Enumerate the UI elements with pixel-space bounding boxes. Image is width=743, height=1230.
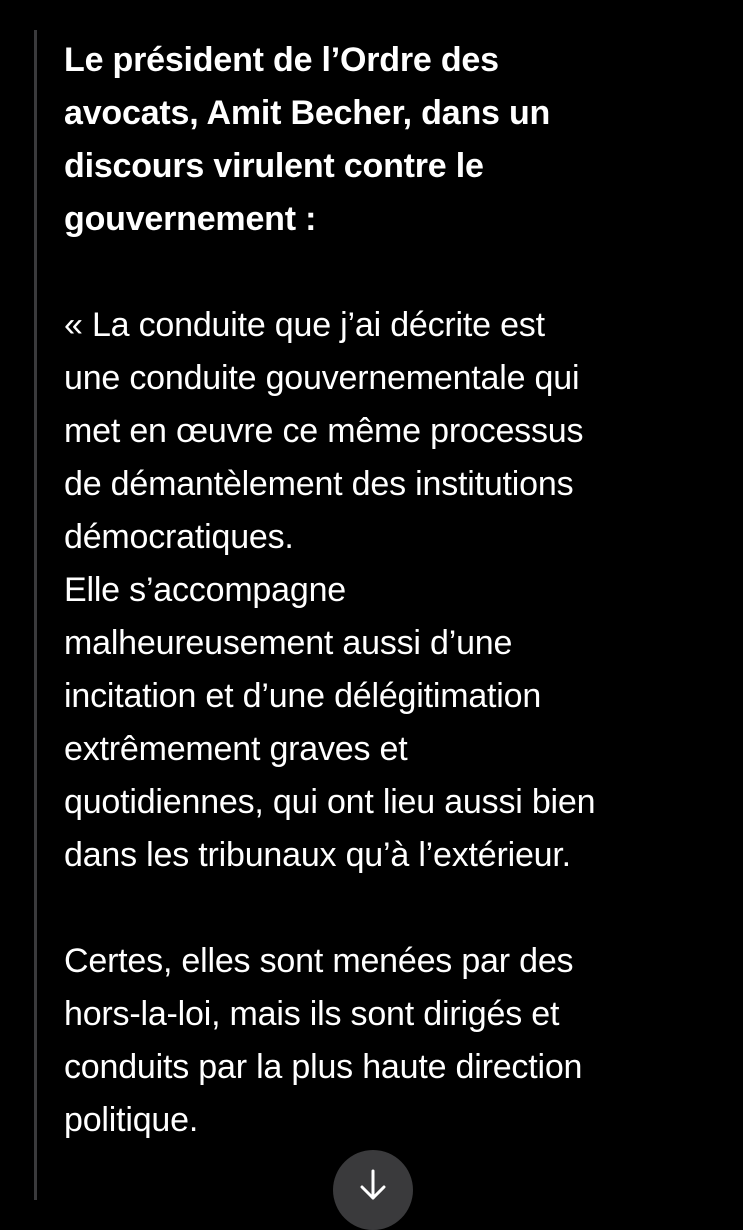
text-line: extrêmement graves et <box>64 730 408 768</box>
quote-paragraph-2 <box>64 935 724 1147</box>
text-line: dans les tribunaux qu’à l’extérieur. <box>64 836 571 874</box>
text-line: de démantèlement des institutions <box>64 465 574 503</box>
heading-line: avocats, Amit Becher, dans un <box>64 94 551 132</box>
heading-line: gouvernement : <box>64 200 317 238</box>
text-line: politique. <box>64 1101 199 1139</box>
text-line: démocratiques. <box>64 518 294 556</box>
text-line: Elle s’accompagne <box>64 571 346 609</box>
text-line: hors-la-loi, mais ils sont dirigés et <box>64 995 560 1033</box>
text-line: une conduite gouvernementale qui <box>64 359 580 397</box>
text-line: quotidiennes, qui ont lieu aussi bien <box>64 783 596 821</box>
post-heading <box>64 34 724 246</box>
post-body <box>64 34 724 1147</box>
text-line: incitation et d’une délégitimation <box>64 677 542 715</box>
text-line: met en œuvre ce même processus <box>64 412 584 450</box>
heading-line: Le président de l’Ordre des <box>64 41 499 79</box>
text-line: Certes, elles sont menées par des <box>64 942 574 980</box>
scroll-down-button[interactable] <box>333 1150 413 1230</box>
thread-line <box>34 30 37 1200</box>
arrow-down-icon <box>356 1168 390 1230</box>
heading-line: discours virulent contre le <box>64 147 484 185</box>
text-line: malheureusement aussi d’une <box>64 624 513 662</box>
text-line: « La conduite que j’ai décrite est <box>64 306 545 344</box>
text-line: conduits par la plus haute direction <box>64 1048 583 1086</box>
quote-paragraph-1 <box>64 299 724 882</box>
